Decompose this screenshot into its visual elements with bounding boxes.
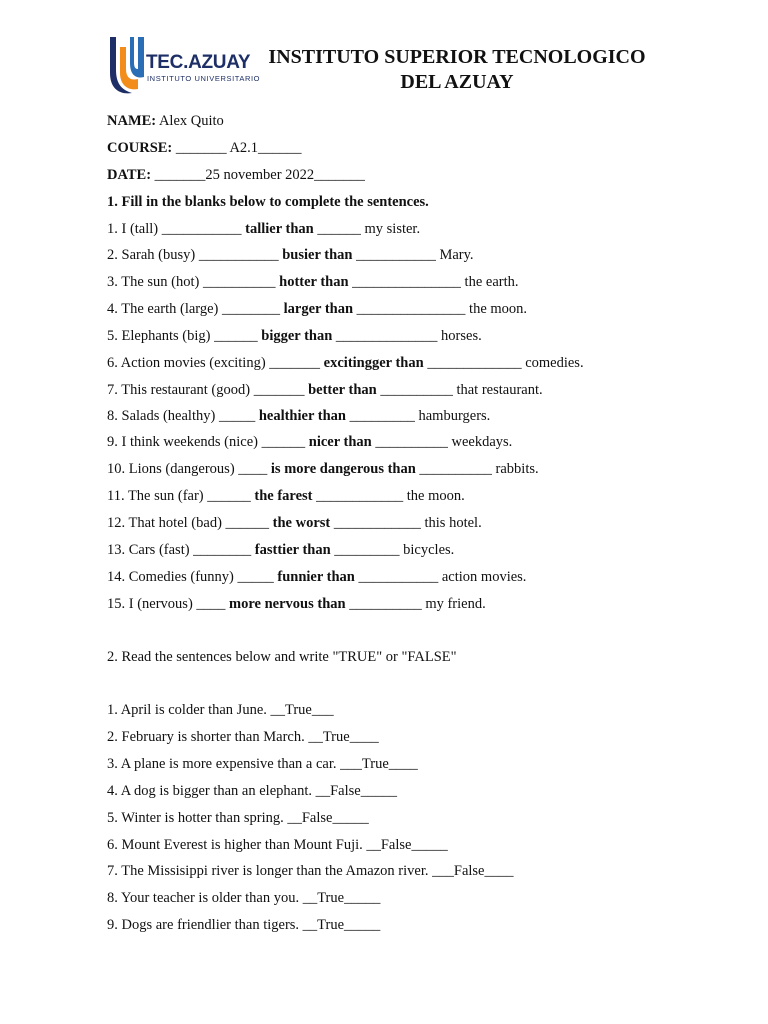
item-answer: hotter than (279, 274, 349, 290)
item-answer: busier than (282, 247, 353, 263)
item-text: 1. I (tall) ___________ (107, 221, 246, 237)
item-text: 6. Action movies (exciting) _______ (107, 355, 324, 371)
item-text: _____________ comedies. (423, 355, 584, 371)
item-text: 4. The earth (large) ________ (107, 301, 284, 317)
item-text: _______________ the moon. (353, 301, 528, 317)
date-label: DATE: (107, 167, 152, 183)
item-answer: bigger than (261, 328, 333, 344)
item-text: __________ rabbits. (415, 461, 539, 477)
course-value: _______ A2.1______ (172, 140, 302, 156)
part1-heading: 1. Fill in the blanks below to complete the sentences. (107, 194, 429, 210)
name-value: Alex Quito (156, 113, 224, 129)
item-answer: more nervous than (229, 596, 346, 612)
item-text: 7. This restaurant (good) _______ (107, 382, 309, 398)
item-text: ____________ the moon. (312, 488, 465, 504)
exercise2-item: 1. April is colder than June. __True___ (107, 702, 334, 718)
exercise1-item (107, 327, 482, 345)
exercise2-item: 9. Dogs are friendlier than tigers. __True_____ (107, 917, 381, 933)
item-text: 14. Comedies (funny) _____ (107, 569, 278, 585)
item-text: ______________ horses. (332, 328, 482, 344)
exercise1-item (107, 407, 490, 425)
exercise2-item: 6. Mount Everest is higher than Mount Fuji. __False_____ (107, 837, 448, 853)
exercise1-item (107, 541, 454, 559)
exercise1-item (107, 273, 519, 291)
exercise1-item (107, 220, 420, 238)
item-text: ___________ action movies. (354, 569, 527, 585)
logo-subtitle: INSTITUTO UNIVERSITARIO (147, 74, 261, 83)
exercise1-item (107, 300, 527, 318)
item-answer: better than (308, 382, 377, 398)
exercise1-item (107, 595, 486, 613)
item-text: 13. Cars (fast) ________ (107, 542, 255, 558)
item-text: 12. That hotel (bad) ______ (107, 515, 273, 531)
exercise1-item (107, 246, 474, 264)
item-text: __________ that restaurant. (376, 382, 543, 398)
exercise1-item (107, 568, 526, 586)
item-text: 10. Lions (dangerous) ____ (107, 461, 271, 477)
exercise2-item: 3. A plane is more expensive than a car. ___True____ (107, 756, 418, 772)
exercise1-item (107, 354, 584, 372)
item-text: 15. I (nervous) ____ (107, 596, 230, 612)
item-answer: larger than (283, 301, 354, 317)
course-label: COURSE: (107, 140, 173, 156)
item-answer: excitingger than (323, 355, 424, 371)
item-text: 3. The sun (hot) __________ (107, 274, 280, 290)
item-answer: healthier than (258, 408, 346, 424)
item-text: 9. I think weekends (nice) ______ (107, 434, 309, 450)
item-answer: fasttier than (254, 542, 331, 558)
exercise1-item (107, 460, 539, 478)
item-text: 11. The sun (far) ______ (107, 488, 255, 504)
exercise1-item (107, 433, 512, 451)
course-row (107, 139, 302, 157)
item-answer: is more dangerous than (270, 461, 416, 477)
item-answer: the worst (272, 515, 331, 531)
item-answer: tallier than (245, 221, 314, 237)
item-text: _________ hamburgers. (345, 408, 491, 424)
item-text: 5. Elephants (big) ______ (107, 328, 262, 344)
exercise2-item: 4. A dog is bigger than an elephant. __False_____ (107, 783, 397, 799)
name-label: NAME: (107, 113, 157, 129)
page-title-line-1: INSTITUTO SUPERIOR TECNOLOGICO (268, 46, 646, 68)
item-text: 2. Sarah (busy) ___________ (107, 247, 283, 263)
exercise1-item (107, 514, 482, 532)
date-value: _______25 november 2022_______ (151, 167, 365, 183)
item-text: _________ bicycles. (330, 542, 455, 558)
exercise1-item (107, 381, 543, 399)
exercise1-item (107, 487, 465, 505)
exercise2-item: 7. The Missisippi river is longer than the Amazon river. ___False____ (107, 863, 514, 879)
name-row (107, 112, 224, 130)
part2-heading: 2. Read the sentences below and write "TRUE" or "FALSE" (107, 649, 457, 665)
item-text: ______ my sister. (313, 221, 421, 237)
exercise2-item: 2. February is shorter than March. __True____ (107, 729, 379, 745)
item-text: __________ weekdays. (371, 434, 513, 450)
item-answer: the farest (254, 488, 313, 504)
logo-wordmark: TEC.AZUAY (146, 52, 251, 73)
item-answer: funnier than (277, 569, 355, 585)
item-text: 8. Salads (healthy) _____ (107, 408, 259, 424)
item-text: _______________ the earth. (348, 274, 519, 290)
item-text: ____________ this hotel. (330, 515, 482, 531)
item-text: ___________ Mary. (352, 247, 474, 263)
date-row (107, 166, 365, 184)
exercise2-item: 5. Winter is hotter than spring. __False_____ (107, 810, 369, 826)
page-title-line-2: DEL AZUAY (400, 71, 514, 93)
item-text: __________ my friend. (345, 596, 486, 612)
item-answer: nicer than (308, 434, 372, 450)
exercise2-item: 8. Your teacher is older than you. __True_____ (107, 890, 381, 906)
